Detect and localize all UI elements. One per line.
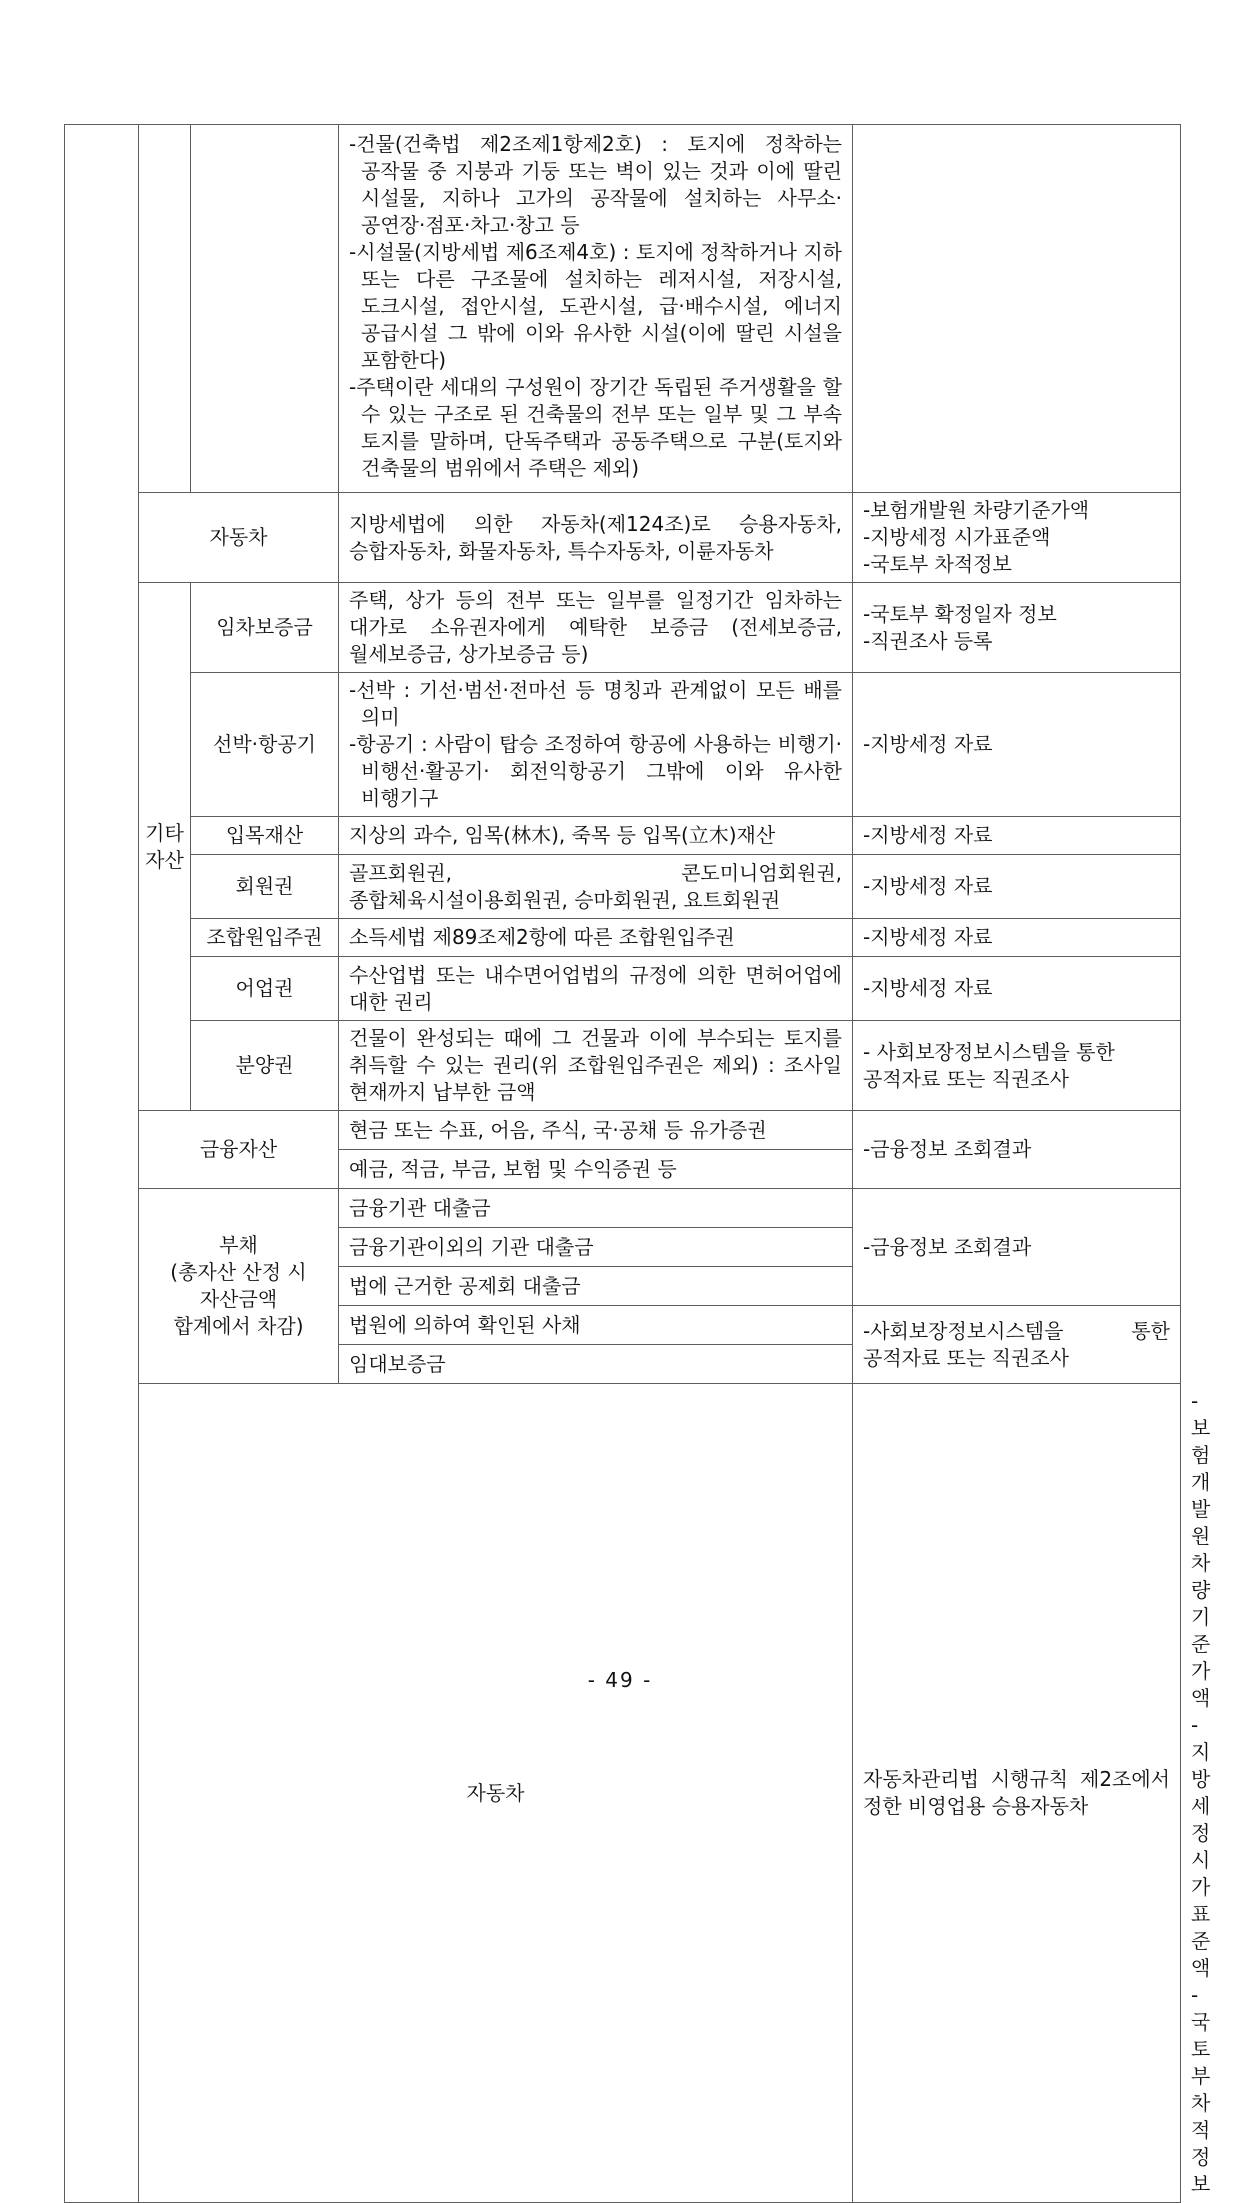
debt-label-line: 자산금액 <box>199 1287 278 1311</box>
timber-desc: 지상의 과수, 임목(林木), 죽목 등 입목(立木)재산 <box>339 817 853 855</box>
presale-right-source: - 사회보장정보시스템을 통한 공적자료 또는 직권조사 <box>853 1021 1181 1111</box>
source-line: -직권조사 등록 <box>863 628 993 653</box>
outer-category-cell <box>65 125 139 2203</box>
source-line: -보험개발원 차량기준가액 <box>863 498 1090 522</box>
table-row: 자동차 자동차관리법 시행규칙 제2조에서 정한 비영업용 승용자동차 -보험개발원 차량기준가액 -지방세정 시가표준액 -국토부 차적정보 <box>65 1384 1181 2203</box>
debt-label <box>139 1189 339 1384</box>
table-row <box>65 957 1181 1021</box>
presale-right-desc: 건물이 완성되는 때에 그 건물과 이에 부수되는 토지를 취득할 수 있는 권리(위 조합원입주권은 제외) : 조사일 현재까지 납부한 금액 <box>339 1021 853 1111</box>
financial-assets-desc: 예금, 적금, 부금, 보험 및 수익증권 등 <box>339 1150 853 1189</box>
lease-deposit-source <box>853 583 1181 673</box>
timber-label: 입목재산 <box>191 817 339 855</box>
item-label-cell <box>191 125 339 493</box>
lease-deposit-desc: 주택, 상가 등의 전부 또는 일부를 일정기간 임차하는 대가로 소유권자에게 예탁한 보증금 (전세보증금, 월세보증금, 상가보증금 등) <box>339 583 853 673</box>
table-row <box>65 1189 1181 1228</box>
other-assets-label <box>139 583 191 1111</box>
membership-source: -지방세정 자료 <box>853 855 1181 919</box>
ship-desc-line: -선박 : 기선·범선·전마선 등 명칭과 관계없이 모든 배를 의미 <box>349 678 842 729</box>
timber-source: -지방세정 자료 <box>853 817 1181 855</box>
debt-financial-source: -금융정보 조회결과 <box>853 1189 1181 1306</box>
vehicle-asset-label: 자동차 <box>139 493 339 583</box>
vehicle-desc: 자동차관리법 시행규칙 제2조에서 정한 비영업용 승용자동차 <box>853 1384 1181 2203</box>
financial-assets-source: -금융정보 조회결과 <box>853 1111 1181 1189</box>
lease-deposit-label: 임차보증금 <box>191 583 339 673</box>
sub-category-cell <box>139 125 191 493</box>
ship-aircraft-source: -지방세정 자료 <box>853 673 1181 817</box>
financial-assets-label: 금융자산 <box>139 1111 339 1189</box>
aircraft-desc-line: -항공기 : 사람이 탑승 조정하여 항공에 사용하는 비행기·비행선·활공기· 회전익항공기 그밖에 이와 유사한 비행기구 <box>349 732 842 810</box>
group-label-line: 자산 <box>145 847 184 872</box>
table-row <box>65 817 1181 855</box>
building-desc-cell <box>339 125 853 493</box>
table-row <box>65 1111 1181 1150</box>
page-number: - 49 - <box>587 1668 653 1692</box>
table-row <box>65 125 1181 493</box>
debt-desc: 금융기관이외의 기관 대출금 <box>339 1228 853 1267</box>
source-line: -국토부 차적정보 <box>863 552 1012 576</box>
asset-table <box>64 124 1211 2203</box>
facility-desc-line: -시설물(지방세법 제6조제4호) : 토지에 정착하거나 지하 또는 다른 구조물에 설치하는 레저시설, 저장시설, 도크시설, 접안시설, 도관시설, 급·배수시설, 에너지 공급시설 그 밖에 이와 유사한 시설(이에 딸린 시설을 포함한다) <box>349 240 842 372</box>
building-desc-line: -건물(건축법 제2조제1항제2호) : 토지에 정착하는 공작물 중 지붕과 기둥 또는 벽이 있는 것과 이에 딸린 시설물, 지하나 고가의 공작물에 설치하는 사무소·공연장·점포·차고·창고 등 <box>349 132 842 237</box>
debt-other-source: -사회보장정보시스템을 통한 공적자료 또는 직권조사 <box>853 1306 1181 1384</box>
occupancy-right-label: 조합원입주권 <box>191 919 339 957</box>
table-row <box>65 673 1181 817</box>
group-label-line: 기타 <box>145 820 184 845</box>
housing-desc-line: -주택이란 세대의 구성원이 장기간 독립된 주거생활을 할 수 있는 구조로 된 건축물의 전부 또는 일부 및 그 부속 토지를 말하며, 단독주택과 공동주택으로 구분(토지와 건축물의 범위에서 주택은 제외) <box>349 375 842 480</box>
source-line: -국토부 확정일자 정보 <box>863 601 1057 626</box>
debt-label-line: 부채 <box>219 1233 258 1257</box>
fishing-right-desc: 수산업법 또는 내수면어업법의 규정에 의한 면허어업에 대한 권리 <box>339 957 853 1021</box>
debt-label-line: (총자산 산정 시 <box>170 1260 307 1284</box>
vehicle-asset-desc: 지방세법에 의한 자동차(제124조)로 승용자동차, 승합자동차, 화물자동차, 특수자동차, 이륜자동차 <box>339 493 853 583</box>
membership-label: 회원권 <box>191 855 339 919</box>
financial-assets-desc: 현금 또는 수표, 어음, 주식, 국·공채 등 유가증권 <box>339 1111 853 1150</box>
fishing-right-source: -지방세정 자료 <box>853 957 1181 1021</box>
source-cell <box>853 125 1181 493</box>
debt-label-line: 합계에서 차감) <box>173 1314 304 1338</box>
occupancy-right-source: -지방세정 자료 <box>853 919 1181 957</box>
table-row <box>65 855 1181 919</box>
debt-desc: 임대보증금 <box>339 1345 853 1384</box>
vehicle-label: 자동차 <box>139 1384 853 2203</box>
table-row <box>65 1021 1181 1111</box>
debt-desc: 법원에 의하여 확인된 사채 <box>339 1306 853 1345</box>
source-line: -지방세정 시가표준액 <box>863 525 1051 549</box>
presale-right-label: 분양권 <box>191 1021 339 1111</box>
membership-desc: 골프회원권, 콘도미니엄회원권, 종합체육시설이용회원권, 승마회원권, 요트회원권 <box>339 855 853 919</box>
ship-aircraft-desc <box>339 673 853 817</box>
table-row <box>65 583 1181 673</box>
debt-desc: 법에 근거한 공제회 대출금 <box>339 1267 853 1306</box>
table-row <box>65 493 1181 583</box>
vehicle-asset-source <box>853 493 1181 583</box>
debt-desc: 금융기관 대출금 <box>339 1189 853 1228</box>
fishing-right-label: 어업권 <box>191 957 339 1021</box>
occupancy-right-desc: 소득세법 제89조제2항에 따른 조합원입주권 <box>339 919 853 957</box>
ship-aircraft-label: 선박·항공기 <box>191 673 339 817</box>
table-row <box>65 919 1181 957</box>
